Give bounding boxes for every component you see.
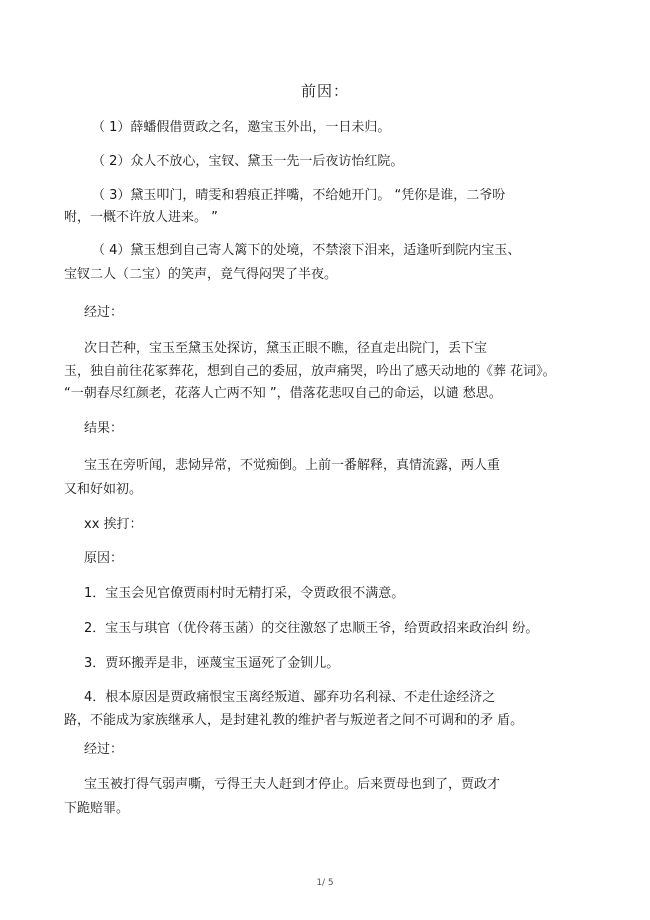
cause-item-1: （ 1）薛蟠假借贾政之名，邀宝玉外出，一日未归。: [92, 120, 391, 135]
reason-heading: 原因：: [84, 551, 124, 566]
result-line-1: 宝玉在旁听闻，悲恸异常，不觉痴倒。上前一番解释，真情流露，两人重: [84, 458, 501, 473]
process-line-2: 玉，独自前往花冢葬花，想到自己的委屈，放声痛哭，吟出了感天动地的《葬 花词》。: [64, 364, 556, 379]
result-line-2: 又和好如初。: [64, 482, 143, 497]
process2-heading: 经过：: [84, 742, 124, 757]
page-number: 1/ 5: [316, 878, 334, 888]
reason-item-3: 3．贾环搬弄是非，诬蔑宝玉逼死了金钏儿。: [84, 656, 340, 671]
result-heading: 结果：: [84, 421, 124, 436]
cause-item-3-line-1: （ 3）黛玉叩门，晴雯和碧痕正拌嘴，不给她开门。 “凭你是谁，二爷吩: [92, 188, 506, 203]
reason-item-4-line-1: 4．根本原因是贾政痛恨宝玉离经叛道、鄙弃功名利禄、不走仕途经济之: [84, 690, 496, 705]
beating-heading: xx 挨打：: [84, 517, 143, 532]
process-line-1: 次日芒种，宝玉至黛玉处探访，黛玉正眼不瞧，径直走出院门，丢下宝: [84, 341, 488, 356]
cause-item-3-line-2: 咐，一概不许放人进来。 ”: [64, 210, 218, 225]
process-heading: 经过：: [84, 305, 124, 320]
cause-item-4-line-1: （ 4）黛玉想到自己寄人篱下的处境，不禁滚下泪来，适逢听到院内宝玉、: [92, 243, 521, 258]
process2-line-2: 下跪赔罪。: [64, 801, 130, 816]
page-title: 前因：: [300, 82, 349, 100]
reason-item-1: 1．宝玉会见官僚贾雨村时无精打采，令贾政很不满意。: [84, 586, 405, 601]
cause-item-2: （ 2）众人不放心，宝钗、黛玉一先一后夜访怡红院。: [92, 154, 404, 169]
cause-item-4-line-2: 宝钗二人（二宝）的笑声，竟气得闷哭了半夜。: [64, 267, 338, 282]
reason-item-2: 2．宝玉与琪官（优伶蒋玉菡）的交往激怒了忠顺王爷，给贾政招来政治纠 纷。: [84, 621, 539, 636]
process-line-3: “一朝春尽红颜老，花落人亡两不知 ”，借落花悲叹自己的命运，以谴 愁思。: [64, 386, 502, 401]
reason-item-4-line-2: 路，不能成为家族继承人，是封建礼教的维护者与叛逆者之间不可调和的矛 盾。: [64, 713, 524, 728]
process2-line-1: 宝玉被打得气弱声嘶，亏得王夫人赶到才停止。后来贾母也到了，贾政才: [84, 777, 501, 792]
